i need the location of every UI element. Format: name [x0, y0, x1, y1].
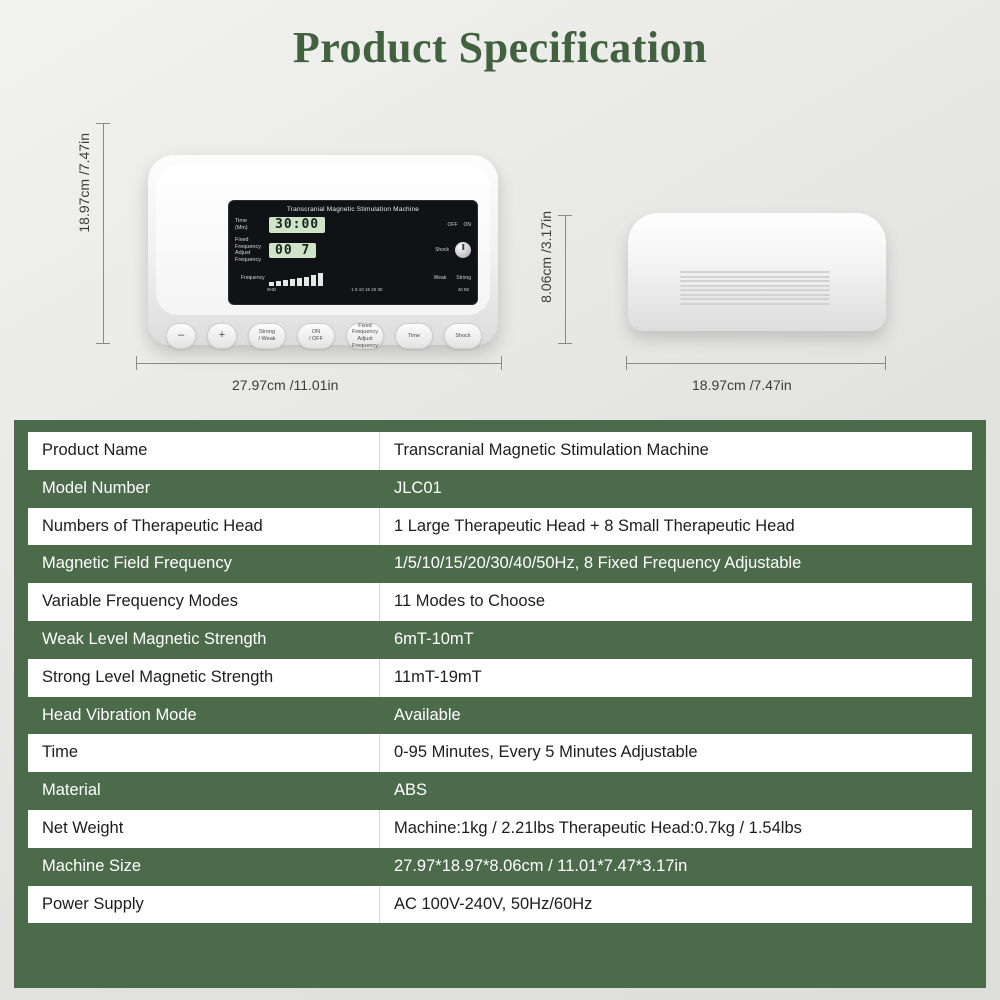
scale-end-label: 40 50: [457, 287, 469, 293]
off-label: OFF: [447, 221, 458, 228]
shock-button[interactable]: Shock: [444, 323, 482, 349]
right-width-label: 18.97cm /7.47in: [692, 377, 792, 393]
spec-value: Transcranial Magnetic Stimulation Machine: [380, 432, 972, 470]
right-height-cap-bottom: [558, 343, 572, 344]
weak-strong-group: [434, 275, 471, 281]
spec-key: Time: [28, 734, 380, 772]
table-row: [28, 545, 972, 583]
spec-key: Variable Frequency Modes: [28, 583, 380, 621]
table-row: [28, 583, 972, 621]
spec-key: Power Supply: [28, 886, 380, 924]
table-row: [28, 659, 972, 697]
right-height-dimension-line: [565, 215, 566, 343]
spec-value: JLC01: [394, 478, 442, 497]
specification-table-panel: [14, 420, 986, 988]
display-strength-row: [235, 270, 471, 286]
device-display: [228, 200, 478, 305]
spec-key: Net Weight: [28, 810, 380, 848]
spec-key: Head Vibration Mode: [42, 705, 197, 724]
plus-button[interactable]: +: [207, 323, 237, 349]
right-width-dimension-line: [626, 363, 886, 364]
table-row: [28, 772, 972, 810]
spec-value: Machine:1kg / 2.21lbs Therapeutic Head:0.7kg / 1.54lbs: [380, 810, 972, 848]
right-height-cap-top: [558, 215, 572, 216]
specification-table-body: [28, 432, 972, 923]
left-height-dimension-line: [103, 123, 104, 343]
right-width-cap-left: [626, 356, 627, 370]
device-body: [148, 155, 498, 349]
shock-knob-group: [435, 242, 471, 258]
spec-value: Available: [394, 705, 461, 724]
device-side-body: [628, 213, 886, 331]
left-height-cap-bottom: [96, 343, 110, 344]
spec-key: Machine Size: [42, 856, 142, 875]
spec-value: 1 Large Therapeutic Head + 8 Small Therapeutic Head: [380, 508, 972, 546]
table-row: [28, 734, 972, 772]
device-front-view: [148, 130, 498, 349]
spec-value: 1/5/10/15/20/30/40/50Hz, 8 Fixed Frequency Adjustable: [394, 554, 802, 573]
power-toggle-group: [448, 222, 472, 228]
spec-key: Material: [42, 781, 101, 800]
page-title: Product Specification: [292, 23, 708, 72]
table-row: [28, 621, 972, 659]
table-row: [28, 470, 972, 508]
table-row: [28, 848, 972, 886]
spec-value: AC 100V-240V, 50Hz/60Hz: [380, 886, 972, 924]
vent-lines-icon: [680, 271, 830, 305]
scale-start-label: 0HD: [267, 287, 277, 293]
on-off-button[interactable]: ON / OFF: [297, 323, 335, 349]
time-value: 30:00: [269, 217, 325, 233]
spec-value: 6mT-10mT: [394, 629, 474, 648]
spec-key: Strong Level Magnetic Strength: [28, 659, 380, 697]
time-label: Time (Min): [235, 217, 248, 231]
spec-value: 11mT-19mT: [380, 659, 972, 697]
table-row: [28, 432, 972, 470]
table-row: [28, 810, 972, 848]
spec-key: Weak Level Magnetic Strength: [42, 629, 267, 648]
strong-weak-button[interactable]: Strong / Weak: [248, 323, 286, 349]
minus-button[interactable]: –: [166, 323, 196, 349]
spec-key: Numbers of Therapeutic Head: [28, 508, 380, 546]
fixed-frequency-value: 00 7: [269, 243, 316, 259]
spec-value: 0-95 Minutes, Every 5 Minutes Adjustable: [380, 734, 972, 772]
time-button[interactable]: Time: [395, 323, 433, 349]
frequency-label: Frequency: [241, 275, 265, 282]
display-time-row: [235, 217, 471, 233]
left-width-cap-right: [501, 356, 502, 370]
spec-value: 27.97*18.97*8.06cm / 11.01*7.47*3.17in: [394, 856, 688, 875]
frequency-scale: [267, 287, 469, 292]
spec-value: 11 Modes to Choose: [380, 583, 972, 621]
fixed-frequency-button[interactable]: Fixed Frequency Adjust Frequency: [346, 323, 384, 349]
right-width-cap-right: [885, 356, 886, 370]
spec-key: Model Number: [42, 478, 151, 497]
spec-key: Product Name: [28, 432, 380, 470]
right-height-label: 8.06cm /3.17in: [538, 211, 554, 303]
fixed-frequency-label: Fixed Frequency Adjust Frequency: [235, 236, 261, 264]
left-width-dimension-line: [136, 363, 502, 364]
left-height-cap-top: [96, 123, 110, 124]
display-frequency-row: [235, 237, 471, 265]
device-button-row: [166, 323, 482, 349]
shock-knob-icon: [455, 242, 471, 258]
table-row: [28, 886, 972, 924]
shock-label: Shock: [435, 247, 449, 254]
weak-label: Weak: [433, 275, 447, 282]
specification-table: [28, 432, 972, 923]
left-width-label: 27.97cm /11.01in: [232, 377, 339, 393]
left-height-label: 18.97cm /7.47in: [76, 133, 92, 233]
on-label: ON: [463, 221, 471, 228]
device-side-view: [628, 213, 886, 338]
scale-mid-label: 1 5 10 15 20 30: [351, 287, 383, 293]
spec-value: ABS: [394, 781, 428, 800]
left-width-cap-left: [136, 356, 137, 370]
spec-key: Magnetic Field Frequency: [42, 554, 232, 573]
table-row: [28, 508, 972, 546]
frequency-bars-icon: [269, 270, 323, 286]
table-row: [28, 697, 972, 735]
product-photo-area: [0, 95, 1000, 415]
strong-label: Strong: [456, 275, 471, 282]
display-heading: Transcranial Magnetic Stimulation Machine: [286, 206, 420, 213]
